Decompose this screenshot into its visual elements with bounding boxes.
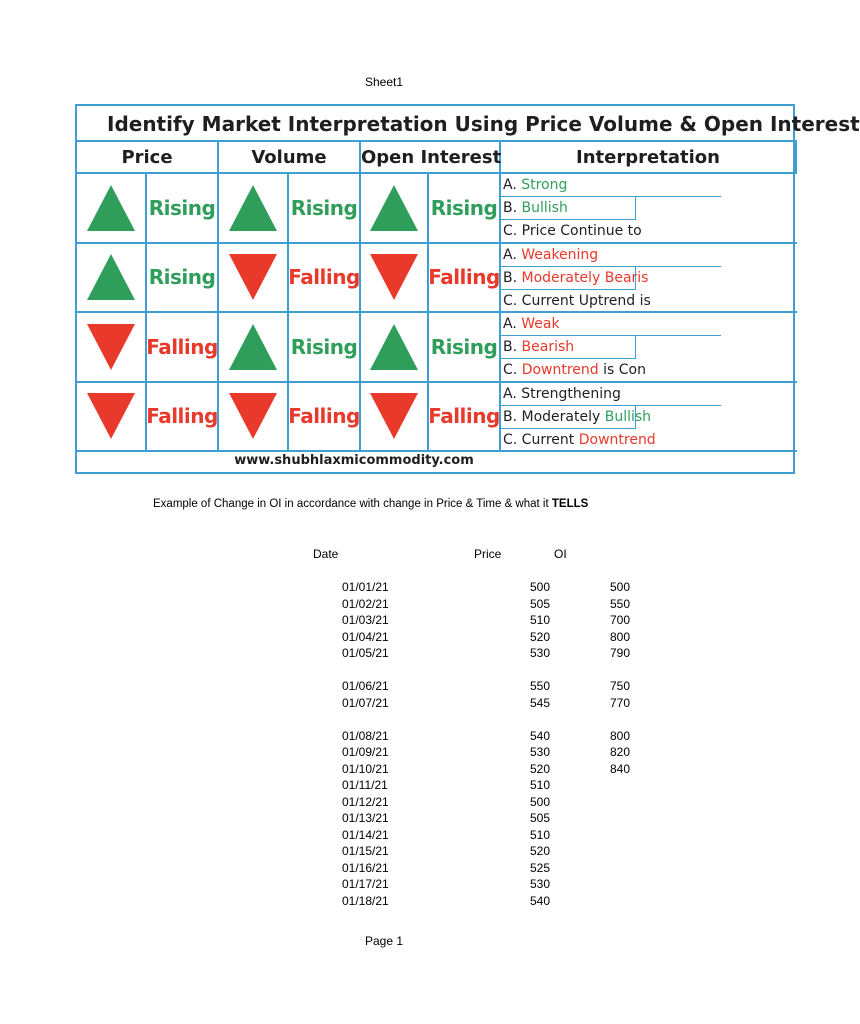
down-triangle-icon xyxy=(229,393,277,439)
price-arrow-cell xyxy=(77,383,147,453)
price-cell: 505 xyxy=(530,811,551,825)
table-row xyxy=(0,729,768,745)
down-triangle-icon xyxy=(229,254,277,300)
oi-arrow-cell xyxy=(361,383,429,453)
date-cell: 01/07/21 xyxy=(342,695,389,710)
interpretation-keyword: Bearish xyxy=(521,339,575,355)
down-triangle-icon xyxy=(370,393,418,439)
down-triangle-icon xyxy=(87,393,135,439)
price-arrow-cell xyxy=(77,313,147,383)
interpretation-keyword: Weak xyxy=(521,316,560,332)
oi-label: Falling xyxy=(428,265,500,290)
interpretation-cell xyxy=(501,383,797,453)
down-triangle-icon xyxy=(370,254,418,300)
up-triangle-icon xyxy=(370,324,418,370)
oi-arrow-cell xyxy=(361,244,429,314)
header-oi: OI xyxy=(554,547,567,561)
price-cell: 520 xyxy=(530,629,551,644)
price-cell: 520 xyxy=(530,761,551,776)
header-price: Price xyxy=(474,547,502,561)
volume-label: Falling xyxy=(288,404,360,429)
table-row xyxy=(0,696,768,712)
oi-cell: 770 xyxy=(610,695,631,710)
volume-label-cell xyxy=(289,244,361,314)
volume-label: Falling xyxy=(288,265,360,290)
price-label: Rising xyxy=(148,265,216,290)
price-cell: 545 xyxy=(530,695,551,710)
oi-cell: 800 xyxy=(610,629,631,644)
page-footer: Page 1 xyxy=(364,934,404,948)
volume-arrow-cell xyxy=(219,244,289,314)
caption-text: Example of Change in OI in accordance with change in Price & Time & what it xyxy=(153,498,552,510)
price-label: Falling xyxy=(146,334,218,359)
price-cell: 525 xyxy=(530,860,551,875)
volume-label-cell xyxy=(289,313,361,383)
table-row xyxy=(0,613,768,629)
table-row xyxy=(0,762,768,778)
up-triangle-icon xyxy=(87,254,135,300)
date-cell: 01/12/21 xyxy=(342,794,389,809)
oi-label-cell xyxy=(429,174,501,244)
oi-label: Falling xyxy=(428,404,500,429)
interpretation-line xyxy=(501,267,649,290)
interpretation-cell xyxy=(501,174,797,244)
interpretation-prefix: A. Strengthening xyxy=(503,385,621,402)
caption-bold: TELLS xyxy=(551,498,589,510)
table-row xyxy=(0,778,768,794)
interpretation-prefix: B. Moderately xyxy=(503,408,605,425)
price-cell: 510 xyxy=(530,613,551,627)
interpretation-line xyxy=(501,244,721,267)
price-label-cell xyxy=(147,313,219,383)
interpretation-prefix: C. xyxy=(503,362,522,378)
date-cell: 01/13/21 xyxy=(342,811,389,825)
example-caption xyxy=(153,498,588,510)
price-arrow-cell xyxy=(77,244,147,314)
date-cell: 01/04/21 xyxy=(342,629,389,644)
interpretation-prefix: B. xyxy=(503,269,522,286)
interpretation-cell xyxy=(501,244,797,314)
date-cell: 01/17/21 xyxy=(342,877,389,891)
up-triangle-icon xyxy=(229,324,277,370)
price-label: Rising xyxy=(148,195,216,220)
interpretation-cell xyxy=(501,313,797,383)
oi-cell: 790 xyxy=(610,646,631,660)
oi-cell: 700 xyxy=(610,613,631,627)
date-cell: 01/06/21 xyxy=(342,679,389,693)
graphic-footer-url: www.shubhlaxmicommodity.com xyxy=(234,453,474,468)
price-label-cell xyxy=(147,174,219,244)
price-arrow-cell xyxy=(77,174,147,244)
price-label-cell xyxy=(147,244,219,314)
price-cell: 540 xyxy=(530,893,551,908)
interpretation-line xyxy=(501,429,721,452)
date-cell: 01/15/21 xyxy=(342,844,389,858)
price-cell: 500 xyxy=(530,580,551,594)
date-cell: 01/08/21 xyxy=(342,728,389,743)
interpretation-prefix: C. Current Uptrend is xyxy=(503,292,651,309)
interpretation-keyword: Weakening xyxy=(521,246,599,263)
interpretation-line xyxy=(501,336,636,359)
oi-cell: 750 xyxy=(610,679,631,693)
table-row xyxy=(0,630,768,646)
price-label-cell xyxy=(147,383,219,453)
table-row xyxy=(0,894,768,910)
interpretation-line xyxy=(501,313,721,336)
interpretation-line xyxy=(501,290,721,313)
date-cell: 01/09/21 xyxy=(342,745,389,759)
price-cell: 510 xyxy=(530,778,551,792)
table-row xyxy=(0,795,768,811)
table-row xyxy=(0,844,768,860)
interpretation-keyword: Downtrend xyxy=(521,362,599,378)
interpretation-prefix: A. xyxy=(503,246,522,263)
interpretation-prefix: A. xyxy=(503,316,522,332)
date-cell: 01/01/21 xyxy=(342,580,389,594)
interpretation-line xyxy=(501,383,721,406)
oi-label: Rising xyxy=(430,195,498,220)
interpretation-line xyxy=(501,359,721,382)
price-cell: 520 xyxy=(530,844,551,858)
header-interpretation: Interpretation xyxy=(501,142,797,174)
oi-arrow-cell xyxy=(361,313,429,383)
table-row xyxy=(0,828,768,844)
price-cell: 530 xyxy=(530,877,551,891)
date-cell: 01/16/21 xyxy=(342,860,389,875)
table-row xyxy=(0,811,768,827)
interpretation-keyword: Strong xyxy=(521,177,568,193)
volume-arrow-cell xyxy=(219,383,289,453)
down-triangle-icon xyxy=(87,324,135,370)
oi-cell: 500 xyxy=(610,580,631,594)
price-label: Falling xyxy=(146,404,218,429)
interpretation-line xyxy=(501,197,636,220)
date-cell: 01/02/21 xyxy=(342,596,389,611)
volume-label: Rising xyxy=(290,195,358,220)
price-cell: 505 xyxy=(530,596,551,611)
date-cell: 01/18/21 xyxy=(342,893,389,908)
date-cell: 01/05/21 xyxy=(342,646,389,660)
header-open-interest: Open Interest xyxy=(361,142,501,174)
interpretation-grid xyxy=(77,142,797,452)
table-row xyxy=(0,745,768,761)
table-row xyxy=(0,580,768,596)
price-cell: 540 xyxy=(530,728,551,743)
oi-label-cell xyxy=(429,313,501,383)
interpretation-line xyxy=(501,220,721,243)
price-cell: 530 xyxy=(530,646,551,660)
volume-arrow-cell xyxy=(219,174,289,244)
table-row xyxy=(0,597,768,613)
oi-arrow-cell xyxy=(361,174,429,244)
header-price: Price xyxy=(77,142,219,174)
graphic-title: Identify Market Interpretation Using Price Volume & Open Interest xyxy=(77,106,797,142)
oi-label-cell xyxy=(429,244,501,314)
oi-cell: 550 xyxy=(610,596,631,611)
price-cell: 510 xyxy=(530,827,551,842)
price-cell: 500 xyxy=(530,794,551,809)
table-row xyxy=(0,646,768,662)
interpretation-prefix: B. xyxy=(503,200,522,216)
market-interpretation-graphic xyxy=(75,104,860,474)
date-cell: 01/03/21 xyxy=(342,613,389,627)
interpretation-prefix: B. xyxy=(503,339,522,355)
sheet-title: Sheet1 xyxy=(364,75,404,89)
up-triangle-icon xyxy=(370,185,418,231)
up-triangle-icon xyxy=(229,185,277,231)
interpretation-line xyxy=(501,174,721,197)
price-cell: 530 xyxy=(530,745,551,759)
table-row xyxy=(0,877,768,893)
oi-cell: 820 xyxy=(610,745,631,759)
oi-cell: 840 xyxy=(610,761,631,776)
interpretation-keyword: Downtrend xyxy=(578,431,656,448)
graphic-frame xyxy=(75,104,860,474)
oi-cell: 800 xyxy=(610,728,631,743)
header-volume: Volume xyxy=(219,142,361,174)
interpretation-prefix: A. xyxy=(503,177,522,193)
header-date: Date xyxy=(313,547,339,561)
volume-arrow-cell xyxy=(219,313,289,383)
up-triangle-icon xyxy=(87,185,135,231)
interpretation-keyword: Bullish xyxy=(604,408,652,425)
table-row xyxy=(0,679,768,695)
interpretation-keyword: Moderately Bearis xyxy=(521,269,649,286)
interpretation-prefix: C. Current xyxy=(503,431,579,448)
date-cell: 01/10/21 xyxy=(342,761,389,776)
interpretation-line xyxy=(501,406,652,429)
volume-label: Rising xyxy=(290,334,358,359)
volume-label-cell xyxy=(289,174,361,244)
interpretation-prefix: C. Price Continue to xyxy=(503,223,642,239)
interpretation-keyword: Bullish xyxy=(521,200,568,216)
interpretation-suffix: is Con xyxy=(598,362,646,378)
oi-label: Rising xyxy=(430,334,498,359)
price-cell: 550 xyxy=(530,679,551,693)
oi-label-cell xyxy=(429,383,501,453)
date-cell: 01/11/21 xyxy=(342,778,388,792)
volume-label-cell xyxy=(289,383,361,453)
table-row xyxy=(0,861,768,877)
date-cell: 01/14/21 xyxy=(342,827,389,842)
